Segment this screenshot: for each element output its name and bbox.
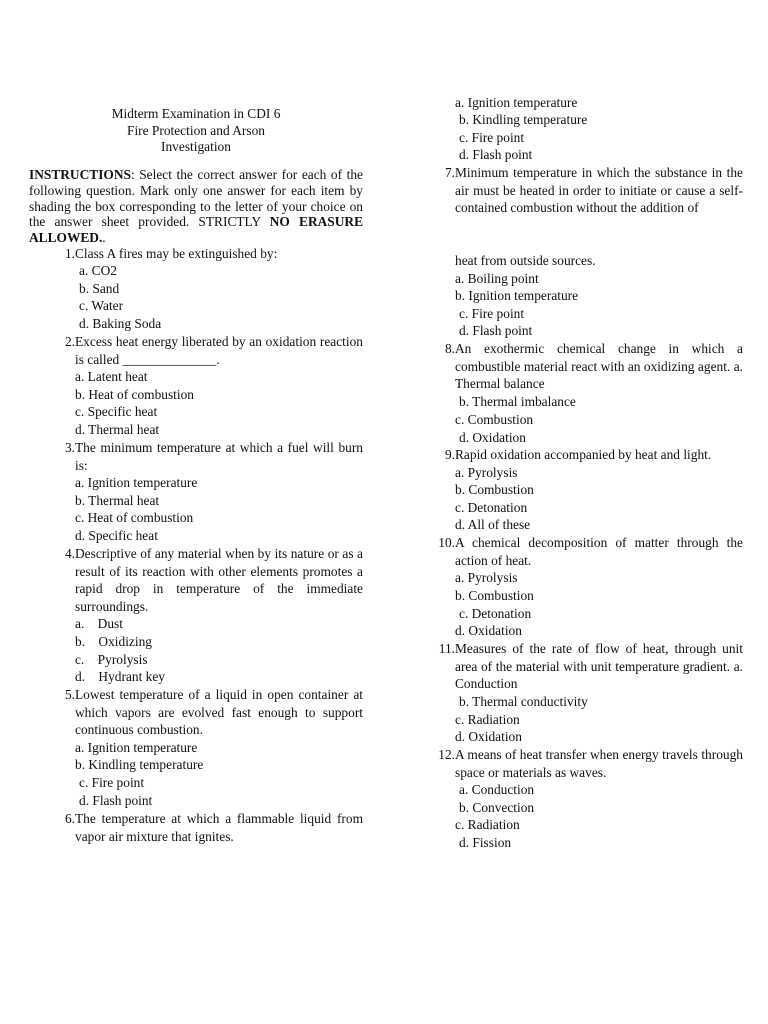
option: c. Specific heat (75, 404, 158, 419)
option: d. Flash point (459, 147, 533, 162)
option: d. Baking Soda (79, 316, 162, 331)
option: b. Combustion (455, 588, 534, 603)
option: c. Combustion (455, 412, 534, 427)
question-number: 10. (438, 535, 455, 550)
question-number: 9. (444, 447, 455, 462)
option: b. Combustion (455, 482, 534, 497)
option: c. Heat of combustion (75, 510, 194, 525)
exam-title (29, 106, 363, 156)
option: b. Oxidizing (75, 634, 152, 649)
question-2 (29, 333, 363, 368)
question-number: 12. (438, 747, 455, 762)
question-number: 5. (64, 687, 75, 702)
question-number: 11. (438, 641, 455, 656)
option: a. Conduction (459, 782, 535, 797)
option: a. CO2 (79, 263, 117, 278)
question-stem: An exothermic chemical change in which a combustible material react with an oxidizing agent. a. Thermal balance (455, 341, 743, 392)
instructions-emphasis: NO ERASURE ALLOWED. (29, 214, 363, 246)
instructions (29, 167, 363, 246)
option: b. Thermal heat (75, 493, 160, 508)
question-number: 7. (444, 165, 455, 180)
option: c. Water (79, 298, 124, 313)
question-number: 6. (64, 811, 75, 826)
question-4 (29, 545, 363, 615)
option: c. Detonation (455, 500, 528, 515)
title-line-1: Midterm Examination in CDI 6 (111, 106, 281, 121)
option: a. Ignition temperature (75, 475, 198, 490)
question-number: 2. (64, 334, 75, 349)
option: c. Pyrolysis (75, 652, 148, 667)
question-stem: Class A fires may be extinguished by: (75, 246, 278, 261)
option: a. Ignition temperature (75, 740, 198, 755)
option: d. Flash point (79, 793, 153, 808)
option: d. Specific heat (75, 528, 158, 543)
title-line-2: Fire Protection and Arson (127, 122, 265, 138)
question-3 (29, 439, 363, 474)
question-stem: Rapid oxidation accompanied by heat and light. (455, 447, 712, 462)
option: a. Pyrolysis (455, 570, 518, 585)
option: d. Thermal heat (75, 422, 160, 437)
question-stem: Lowest temperature of a liquid in open container at which vapors are evolved fast enough to support continuous combustion. (75, 687, 363, 738)
option: b. Heat of combustion (75, 387, 195, 402)
option: b. Ignition temperature (455, 288, 579, 303)
option: a. Latent heat (75, 369, 148, 384)
option: d. All of these (455, 517, 531, 532)
question-6 (29, 810, 363, 845)
option: d. Fission (459, 835, 512, 850)
option: c. Radiation (455, 712, 520, 727)
option: b. Thermal conductivity (459, 694, 588, 709)
title-line-3: Investigation (161, 139, 231, 154)
option: d. Oxidation (455, 729, 522, 744)
option: a. Ignition temperature (455, 95, 578, 110)
option: b. Sand (79, 281, 120, 296)
option: b. Kindling temperature (459, 112, 588, 127)
option: c. Radiation (455, 817, 520, 832)
question-1 (29, 245, 363, 263)
question-number: 4. (64, 546, 75, 561)
question-stem: The temperature at which a flammable liquid from vapor air mixture that ignites. (75, 811, 363, 844)
option: c. Fire point (459, 130, 525, 145)
option: c. Detonation (459, 606, 532, 621)
question-9 (409, 446, 743, 464)
option: d. Oxidation (459, 430, 526, 445)
question-stem: Excess heat energy liberated by an oxidation reaction is called ______________. (75, 334, 363, 367)
question-stem: Descriptive of any material when by its nature or as a result of its reaction with other elements promotes a rapid drop in temperature of the immediate surroundings. (75, 546, 363, 614)
option: d. Flash point (459, 323, 533, 338)
question-stem: Minimum temperature in which the substance in the air must be heated in order to initiate or cause a self-contained combustion without the addition of (455, 165, 743, 216)
option: d. Hydrant key (75, 669, 165, 684)
question-number: 8. (444, 341, 455, 356)
instructions-tail: . (102, 230, 106, 246)
option: a. Dust (75, 616, 123, 631)
question-7 (409, 164, 743, 217)
instructions-label: INSTRUCTIONS (29, 167, 131, 182)
option: b. Convection (459, 800, 535, 815)
question-stem: Measures of the rate of flow of heat, through unit area of the material with unit temperature gradient. a. Conduction (455, 641, 743, 692)
question-11 (409, 640, 743, 693)
question-stem: A means of heat transfer when energy travels through space or materials as waves. (455, 747, 743, 780)
question-number: 1. (64, 246, 75, 261)
question-stem: A chemical decomposition of matter through the action of heat. (455, 535, 743, 568)
question-number: 3. (64, 440, 75, 455)
question-5 (29, 686, 363, 739)
instructions-text: : Select the correct answer for each of the following question. Mark only one answer for each item by shading the box corresponding to the letter of your choice on the answer sheet provided. STRICTLY (29, 167, 363, 230)
question-stem-continued: heat from outside sources. (455, 253, 596, 268)
question-12 (409, 746, 743, 781)
question-stem: The minimum temperature at which a fuel will burn is: (75, 440, 363, 473)
option: b. Thermal imbalance (459, 394, 576, 409)
question-10 (409, 534, 743, 569)
option: c. Fire point (459, 306, 525, 321)
option: a. Boiling point (455, 271, 539, 286)
option: c. Fire point (79, 775, 145, 790)
option: d. Oxidation (455, 623, 522, 638)
option: a. Pyrolysis (455, 465, 518, 480)
question-8 (409, 340, 743, 393)
option: b. Kindling temperature (75, 757, 204, 772)
